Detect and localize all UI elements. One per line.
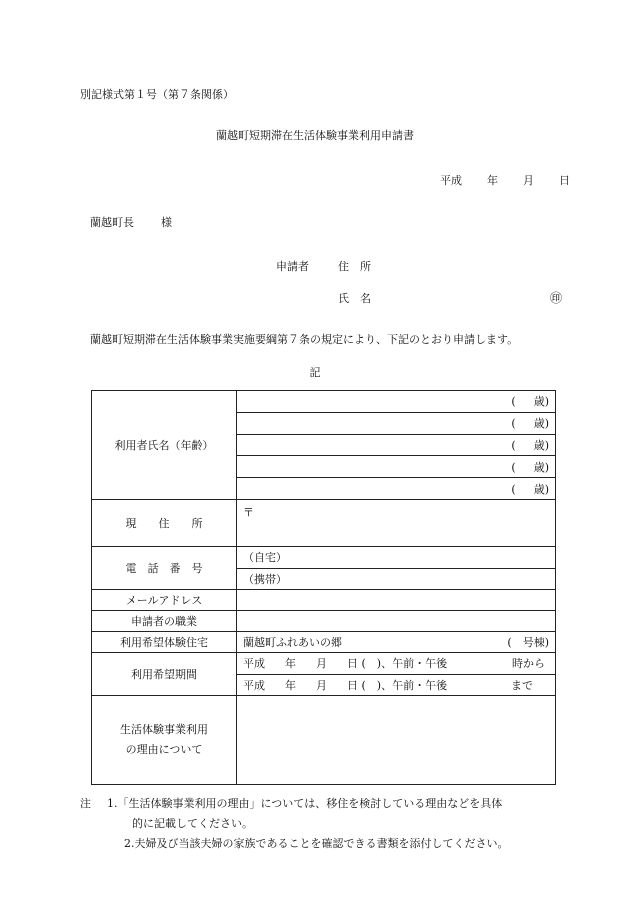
table-row xyxy=(92,632,556,653)
housing-field[interactable] xyxy=(237,632,556,653)
period-start-field[interactable]: 平成 年 月 日 ( )、午前・午後 時から xyxy=(237,653,556,675)
age-field[interactable]: ( 歳) xyxy=(511,395,549,409)
reason-field[interactable] xyxy=(237,696,556,785)
phone-mobile-field[interactable] xyxy=(237,568,556,590)
email-field[interactable] xyxy=(237,590,556,611)
addressee xyxy=(90,214,172,230)
table-row xyxy=(92,696,556,785)
seal-mark: ㊞ xyxy=(550,291,563,305)
age-field[interactable]: ( 歳) xyxy=(511,482,549,496)
email-label: メールアドレス xyxy=(92,590,237,611)
note-1-continuation: 的に記載してください。 xyxy=(132,817,253,830)
phone-mobile-label: （携帯） xyxy=(243,572,287,586)
body-text: 蘭越町短期滞在生活体験事業実施要綱第７条の規定により、下記のとおり申請します。 xyxy=(90,333,519,346)
table-row xyxy=(92,547,556,569)
applicant-address-label: 住 所 xyxy=(338,260,371,273)
note-1-number: 1. xyxy=(107,797,118,810)
addressee-honorific: 様 xyxy=(161,216,172,229)
phone-home-field[interactable] xyxy=(237,547,556,569)
current-address-label: 現 住 所 xyxy=(92,500,237,547)
age-field[interactable]: ( 歳) xyxy=(511,460,549,474)
users-label: 利用者氏名（年齢） xyxy=(92,391,237,500)
date-day: 日 xyxy=(559,174,570,187)
form-number: 別記様式第１号（第７条関係） xyxy=(80,88,234,101)
current-address-field[interactable] xyxy=(237,500,556,547)
occupation-label: 申請者の職業 xyxy=(92,611,237,632)
age-field[interactable]: ( 歳) xyxy=(511,417,549,431)
date-era: 平成 xyxy=(440,174,462,187)
postal-mark: 〒 xyxy=(243,506,254,519)
user-name-field-5[interactable] xyxy=(237,478,556,500)
table-row xyxy=(92,653,556,675)
table-row xyxy=(92,500,556,547)
user-name-field-4[interactable] xyxy=(237,456,556,478)
date-year: 年 xyxy=(487,174,498,187)
document-title: 蘭越町短期滞在生活体験事業利用申請書 xyxy=(216,129,414,142)
phone-label: 電 話 番 号 xyxy=(92,547,237,590)
application-table xyxy=(91,390,556,785)
age-field[interactable]: ( 歳) xyxy=(511,438,549,452)
notes xyxy=(80,794,509,854)
reason-label: 生活体験事業利用 の理由について xyxy=(92,696,237,785)
date-field xyxy=(440,172,570,188)
table-row xyxy=(92,611,556,632)
note-2-text: 夫婦及び当該夫婦の家族であることを確認できる書類を添付してください。 xyxy=(134,837,509,850)
period-end-field[interactable]: 平成 年 月 日 ( )、午前・午後 まで xyxy=(237,674,556,696)
ki-label: 記 xyxy=(309,366,321,379)
notes-prefix: 注 xyxy=(80,797,91,810)
housing-unit: ( 号棟) xyxy=(507,636,549,649)
user-name-field-1[interactable] xyxy=(237,391,556,413)
housing-label: 利用希望体験住宅 xyxy=(92,632,237,653)
applicant-label: 申請者 xyxy=(276,260,309,273)
occupation-field[interactable] xyxy=(237,611,556,632)
note-1-text: 「生活体験事業利用の理由」については、移住を検討している理由などを具体 xyxy=(117,797,503,810)
user-name-field-3[interactable] xyxy=(237,434,556,456)
note-2-number: 2. xyxy=(124,837,135,850)
phone-home-label: （自宅） xyxy=(243,551,287,565)
user-name-field-2[interactable] xyxy=(237,412,556,434)
period-label: 利用希望期間 xyxy=(92,653,237,696)
table-row xyxy=(92,590,556,611)
table-row xyxy=(92,391,556,413)
housing-value: 蘭越町ふれあいの郷 xyxy=(243,636,342,649)
date-month: 月 xyxy=(523,174,534,187)
applicant-name-label: 氏 名 xyxy=(338,292,371,305)
addressee-name: 蘭越町長 xyxy=(90,216,134,229)
